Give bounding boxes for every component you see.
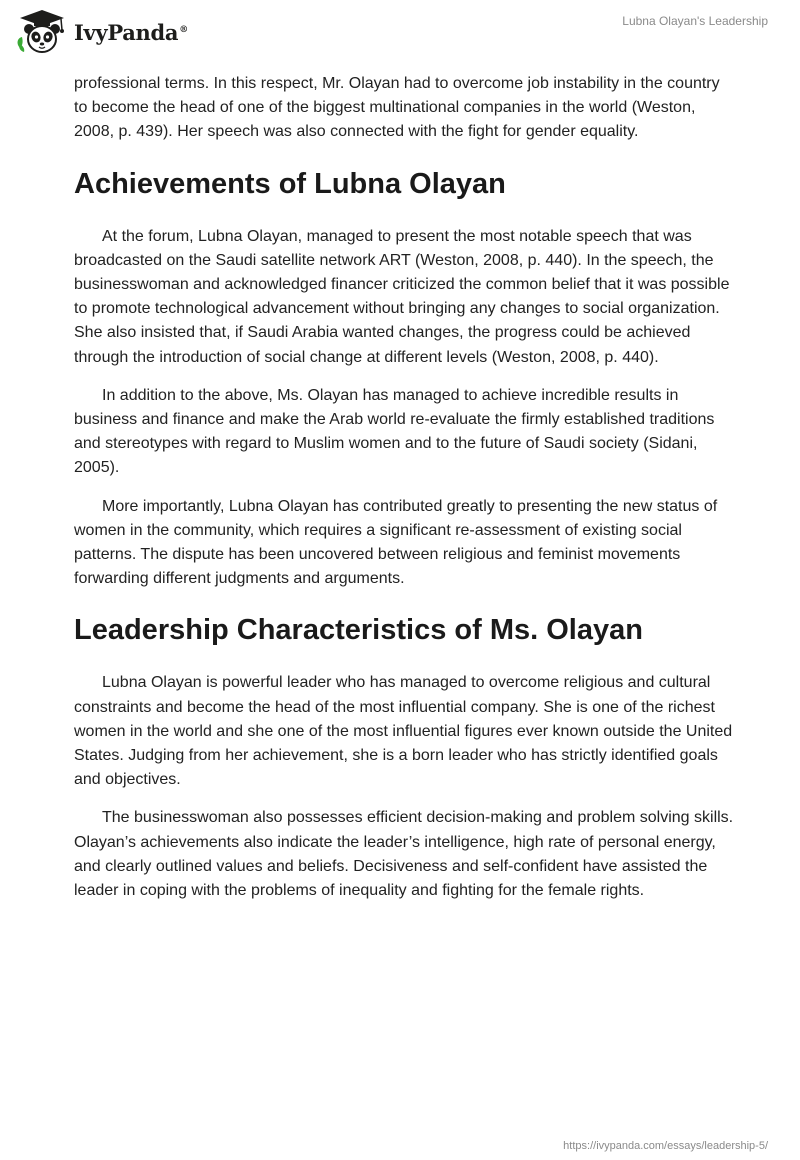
registered-mark: ® (179, 24, 188, 35)
brand-name: IvyPanda® (74, 19, 188, 45)
paragraph: In addition to the above, Ms. Olayan has managed to achieve incredible results in business and finance and make the Arab world re-evaluate the firmly established traditions and stereotypes with regard to Muslim women and to the future of Saudi society (Sidani, 2005). (74, 386, 715, 477)
essay-content (74, 72, 734, 917)
source-url[interactable]: https://ivypanda.com/essays/leadership-5/ (563, 1140, 768, 1152)
section-heading-achievements: Achievements of Lubna Olayan (74, 167, 506, 200)
panda-graduate-icon (14, 8, 70, 56)
page-header (0, 0, 800, 60)
ivypanda-logo[interactable] (14, 8, 188, 56)
paragraph: More importantly, Lubna Olayan has contributed greatly to presenting the new status of women in the community, which requires a significant re-assessment of existing social patterns. The dispute has been uncovered between religious and feminist movements forwarding different judgments and arguments. (74, 497, 718, 588)
paragraph: The businesswoman also possesses efficient decision-making and problem solving skills. Olayan’s achievements also indicate the leader’s intelligence, high rate of personal energy, and clearly outlined values and beliefs. Decisiveness and self-confident have assisted the leader in coping with the problems of inequality and fighting for the female rights. (74, 809, 734, 900)
paragraph: Lubna Olayan is powerful leader who has managed to overcome religious and cultural constraints and become the head of the most influential company. She is one of the richest women in the world and she one of the most influential figures ever known outside the United States. Judging from her achievement, she is a born leader who has strictly identified goals and objectives. (74, 674, 733, 789)
paragraph: At the forum, Lubna Olayan, managed to present the most notable speech that was broadcasted on the Saudi satellite network ART (Weston, 2008, p. 440). In the speech, the businesswoman and acknowledged financer criticized the common belief that it was possible to promote technological advancement without bringing any changes to social organization. She also insisted that, if Saudi Arabia wanted changes, the progress could be achieved through the introduction of social change at different levels (Weston, 2008, p. 440). (74, 227, 730, 366)
intro-paragraph: professional terms. In this respect, Mr. Olayan had to overcome job instability in the country to become the head of one of the biggest multinational companies in the world (Weston, 2008, p. 439). Her speech was also connected with the fight for gender equality. (74, 75, 720, 141)
header-page-title: Lubna Olayan's Leadership (622, 14, 768, 28)
section-heading-leadership: Leadership Characteristics of Ms. Olayan (74, 614, 643, 647)
